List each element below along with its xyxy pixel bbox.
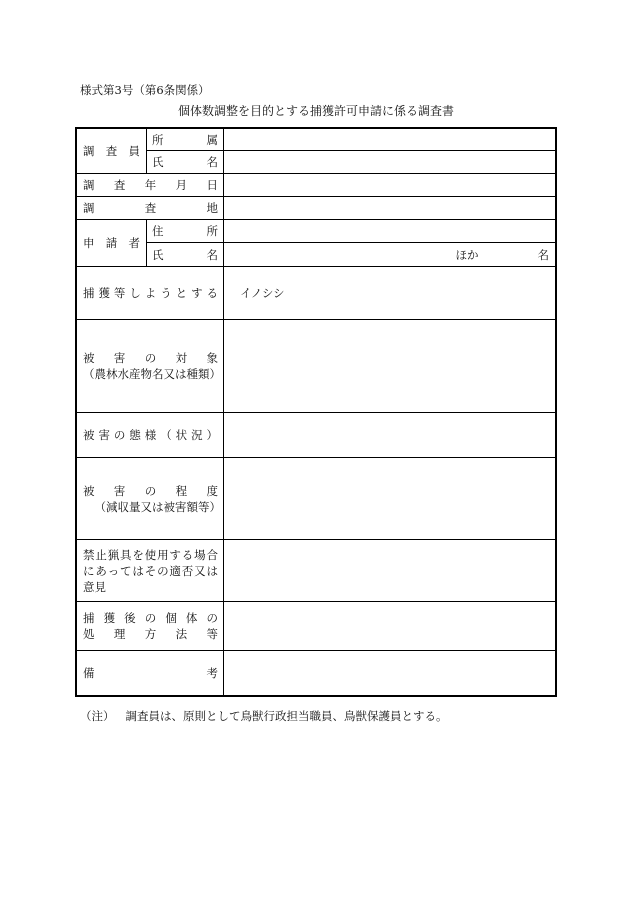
- address-label-cell: [147, 220, 224, 243]
- label-char: 害: [98, 428, 110, 442]
- disposal-value-cell: [224, 602, 555, 651]
- prohibited-gear-label-line-1: [83, 547, 218, 563]
- label-char: 等: [113, 286, 126, 300]
- label-char: 査: [113, 178, 126, 192]
- label-char: 者: [128, 236, 140, 250]
- label-char: 様: [144, 428, 157, 442]
- investigator-name-label-cell: [147, 151, 224, 174]
- footnote: [80, 709, 448, 723]
- label-char: と: [175, 286, 188, 300]
- remarks-value-cell: [224, 651, 555, 695]
- applicant-label: [83, 235, 140, 251]
- label-char: 所: [152, 132, 164, 147]
- label-char: 査: [144, 201, 157, 215]
- label-char: 後: [124, 611, 136, 625]
- investigator-label: [83, 143, 140, 159]
- disposal-label-line-1: [83, 610, 218, 626]
- label-char: 氏: [152, 155, 164, 169]
- prohibited-gear-label-line-2: [83, 563, 218, 579]
- damage-extent-value-cell: [224, 458, 555, 540]
- label-char: は: [132, 563, 144, 578]
- label-char: 獲: [98, 286, 110, 300]
- label-char: 月: [175, 178, 188, 192]
- survey-date-label: [83, 177, 218, 193]
- label-char: 日: [206, 178, 218, 192]
- label-char: （: [160, 428, 172, 442]
- investigator-name-label: [152, 154, 218, 170]
- survey-location-value-cell: [224, 197, 555, 220]
- label-char: ）: [206, 428, 218, 442]
- label-char: 対: [175, 351, 188, 365]
- footnote-label: （注）: [80, 709, 115, 723]
- label-char: 理: [113, 627, 126, 641]
- label-char: 名: [206, 155, 218, 169]
- damage-target-sublabel: （農林水産物名又は種類）: [83, 367, 221, 381]
- label-char: る: [206, 286, 218, 300]
- applicant-name-value-cell: [224, 243, 555, 267]
- label-char: よ: [144, 286, 157, 300]
- label-char: 禁: [83, 547, 95, 562]
- label-char: 査: [105, 144, 118, 158]
- label-char: 員: [128, 144, 140, 158]
- label-char: の: [206, 611, 218, 625]
- label-char: 止: [95, 547, 107, 562]
- document-title: 個体数調整を目的とする捕獲許可申請に係る調査書: [177, 104, 454, 118]
- damage-extent-sublabel: （減収量又は被害額等）: [94, 499, 221, 514]
- address-value-cell: [224, 220, 555, 243]
- label-char: 備: [83, 666, 95, 680]
- affiliation-value-cell: [224, 129, 555, 151]
- damage-extent-label: [83, 483, 218, 499]
- target-species-value: イノシシ: [240, 286, 285, 300]
- label-char: 体: [185, 611, 198, 625]
- label-char: の: [113, 428, 126, 442]
- label-char: の: [144, 351, 157, 365]
- damage-target-label-cell: [77, 320, 224, 413]
- label-char: は: [206, 563, 218, 578]
- label-char: に: [83, 563, 95, 578]
- disposal-label-line-2: [83, 626, 218, 642]
- label-char: 具: [120, 547, 132, 562]
- target-species-label-cell: [77, 267, 224, 320]
- others-suffix: 名: [537, 247, 549, 262]
- prohibited-gear-label-cell: [77, 540, 224, 602]
- form-number: 様式第3号（第6条関係）: [80, 83, 210, 97]
- label-char: あ: [95, 563, 107, 578]
- label-char: す: [191, 286, 203, 300]
- label-char: 状: [175, 428, 188, 442]
- prohibited-gear-label-line-3: 意見: [83, 579, 106, 594]
- label-char: 合: [206, 547, 218, 562]
- applicant-name-label: [152, 247, 218, 263]
- label-char: そ: [144, 563, 157, 578]
- label-char: 属: [206, 132, 218, 147]
- applicant-name-label-cell: [147, 243, 224, 267]
- label-char: す: [169, 547, 181, 562]
- label-char: 処: [83, 627, 95, 641]
- label-char: し: [129, 286, 141, 300]
- damage-mode-label-cell: [77, 413, 224, 458]
- label-char: の: [144, 483, 157, 498]
- applicant-label-cell: [77, 220, 147, 267]
- label-char: 地: [206, 201, 218, 215]
- label-char: 等: [206, 627, 218, 641]
- footnote-text: 調査員は、原則として鳥獣行政担当職員、鳥獣保護員とする。: [125, 709, 448, 723]
- label-char: 所: [206, 224, 218, 238]
- damage-mode-label: [83, 427, 218, 443]
- affiliation-label-cell: [147, 129, 224, 151]
- label-char: 個: [165, 611, 177, 625]
- label-char: 象: [206, 351, 218, 365]
- label-char: 氏: [152, 247, 164, 262]
- label-char: 度: [206, 483, 218, 498]
- remarks-label-cell: [77, 651, 224, 695]
- label-char: 被: [83, 351, 95, 365]
- label-char: 請: [105, 236, 118, 250]
- label-char: 年: [144, 178, 157, 192]
- label-char: 適: [169, 563, 181, 578]
- label-char: 捕: [83, 286, 95, 300]
- label-char: 被: [83, 428, 95, 442]
- label-char: う: [160, 286, 172, 300]
- label-char: の: [157, 563, 169, 578]
- survey-date-value-cell: [224, 174, 555, 197]
- label-char: 捕: [83, 611, 95, 625]
- label-char: 害: [113, 483, 126, 498]
- label-char: 害: [113, 351, 126, 365]
- investigator-label-cell: [77, 129, 147, 174]
- remarks-label: [83, 665, 218, 681]
- label-char: 又: [194, 563, 206, 578]
- label-char: 住: [152, 224, 164, 238]
- label-char: 名: [206, 247, 218, 262]
- label-char: 被: [83, 483, 95, 498]
- disposal-label-cell: [77, 602, 224, 651]
- label-char: 程: [175, 483, 188, 498]
- label-char: 猟: [107, 547, 120, 562]
- label-char: 況: [191, 428, 203, 442]
- affiliation-label: [152, 132, 218, 148]
- survey-location-label: [83, 200, 218, 216]
- label-char: 調: [83, 144, 95, 158]
- damage-mode-value-cell: [224, 413, 555, 458]
- target-species-value-cell: [224, 267, 555, 320]
- damage-extent-label-cell: [77, 458, 224, 540]
- label-char: 用: [157, 547, 169, 562]
- label-char: 申: [83, 236, 95, 250]
- target-species-label: [83, 285, 218, 301]
- label-char: 使: [144, 547, 157, 562]
- label-char: っ: [107, 563, 120, 578]
- label-char: 方: [144, 627, 157, 641]
- label-char: 獲: [103, 611, 116, 625]
- label-char: 否: [181, 563, 194, 578]
- label-char: 態: [129, 428, 141, 442]
- address-label: [152, 223, 218, 239]
- survey-form-table: [75, 127, 557, 697]
- damage-target-label: [83, 350, 218, 366]
- survey-location-label-cell: [77, 197, 224, 220]
- survey-date-label-cell: [77, 174, 224, 197]
- label-char: 場: [194, 547, 206, 562]
- label-char: 調: [83, 201, 95, 215]
- label-char: 法: [175, 627, 188, 641]
- label-char: を: [132, 547, 144, 562]
- label-char: 考: [206, 666, 218, 680]
- label-char: る: [181, 547, 194, 562]
- label-char: 調: [83, 178, 95, 192]
- prohibited-gear-value-cell: [224, 540, 555, 602]
- label-char: の: [144, 611, 157, 625]
- damage-target-value-cell: [224, 320, 555, 413]
- others-prefix: ほか: [455, 247, 479, 262]
- investigator-name-value-cell: [224, 151, 555, 174]
- label-char: て: [120, 563, 132, 578]
